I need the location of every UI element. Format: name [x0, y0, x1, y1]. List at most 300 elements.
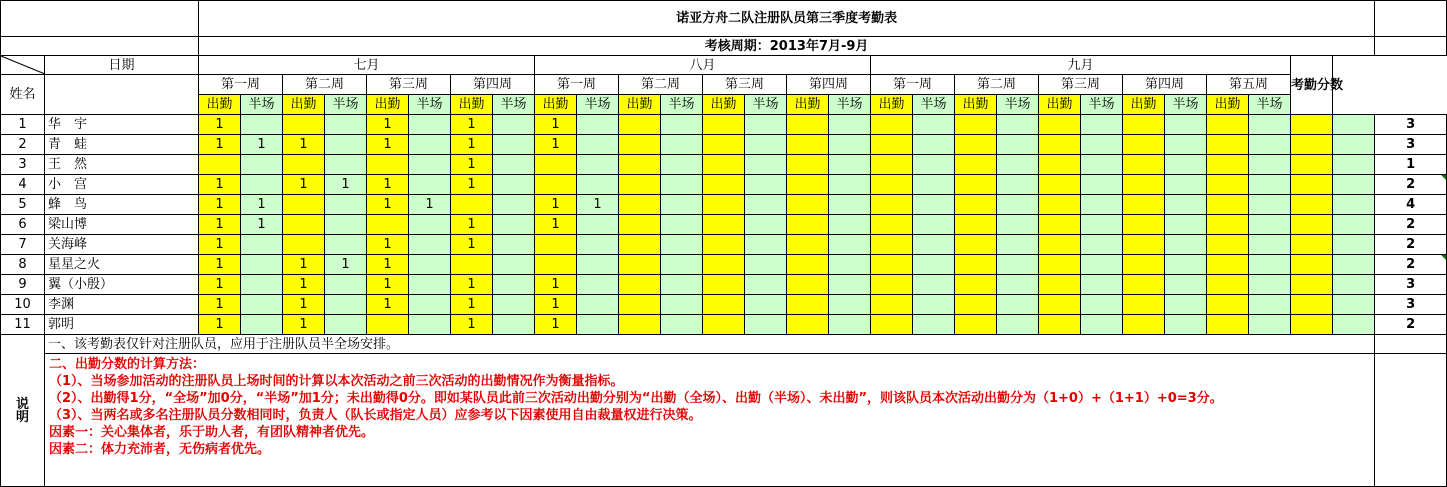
half-cell	[325, 195, 367, 215]
half-cell	[409, 155, 451, 175]
half-type-header: 半场	[1249, 95, 1291, 115]
notes-side-label	[1, 335, 45, 487]
half-cell	[577, 155, 619, 175]
half-cell	[913, 235, 955, 255]
attend-cell	[955, 195, 997, 215]
notes-side-text: 说明	[15, 396, 29, 425]
score-cell	[1375, 195, 1447, 215]
attend-cell	[703, 175, 745, 195]
attend-cell: 1	[451, 175, 493, 195]
half-cell	[1165, 315, 1207, 335]
row-number: 2	[1, 135, 45, 155]
half-cell	[745, 135, 787, 155]
attend-cell: 1	[535, 135, 577, 155]
score-value: 3	[1406, 297, 1416, 312]
attend-cell	[787, 295, 829, 315]
attend-cell	[1207, 155, 1249, 175]
note-line: 因素一：关心集体者，乐于助人者，有团队精神者优先。	[49, 425, 375, 440]
half-cell	[1081, 115, 1123, 135]
half-type-header: 半场	[745, 95, 787, 115]
attend-cell	[955, 135, 997, 155]
attend-cell	[787, 315, 829, 335]
half-cell	[1333, 195, 1375, 215]
half-cell	[1249, 315, 1291, 335]
attend-cell	[871, 135, 913, 155]
attend-cell	[283, 155, 325, 175]
half-cell	[1333, 215, 1375, 235]
week-header: 第一周	[535, 75, 619, 95]
half-cell	[493, 135, 535, 155]
month-header: 八月	[535, 56, 871, 75]
attend-cell	[787, 275, 829, 295]
attend-cell	[703, 215, 745, 235]
attend-cell: 1	[535, 195, 577, 215]
attend-cell	[787, 155, 829, 175]
attend-cell	[1039, 175, 1081, 195]
half-cell	[409, 215, 451, 235]
half-cell: 1	[241, 195, 283, 215]
half-cell	[829, 295, 871, 315]
attend-type-header: 出勤	[535, 95, 577, 115]
half-cell	[241, 175, 283, 195]
half-cell	[409, 175, 451, 195]
attend-cell	[1039, 255, 1081, 275]
half-cell	[1249, 135, 1291, 155]
half-cell	[1165, 195, 1207, 215]
attend-type-header: 出勤	[1207, 95, 1249, 115]
attend-cell	[955, 295, 997, 315]
half-cell	[997, 255, 1039, 275]
attend-cell	[1207, 135, 1249, 155]
attend-cell	[703, 135, 745, 155]
attend-cell	[1291, 275, 1333, 295]
half-cell	[325, 115, 367, 135]
attend-cell: 1	[199, 175, 241, 195]
blank-period-right	[1375, 37, 1447, 56]
attend-cell: 1	[451, 115, 493, 135]
half-cell	[913, 175, 955, 195]
attend-type-header: 出勤	[1039, 95, 1081, 115]
note-line: 因素二：体力充沛者，无伤病者优先。	[49, 442, 271, 457]
member-name: 王 然	[45, 155, 199, 175]
half-type-header: 半场	[577, 95, 619, 115]
half-cell	[829, 115, 871, 135]
half-cell	[913, 275, 955, 295]
notes-row	[1, 354, 1447, 487]
attend-cell	[1039, 115, 1081, 135]
member-name: 梁山博	[45, 215, 199, 235]
attend-type-header: 出勤	[451, 95, 493, 115]
half-cell	[1333, 255, 1375, 275]
half-cell	[325, 135, 367, 155]
half-cell	[1081, 315, 1123, 335]
half-cell	[493, 295, 535, 315]
half-cell	[997, 215, 1039, 235]
score-value: 3	[1406, 277, 1416, 292]
attend-cell	[199, 155, 241, 175]
score-cell	[1375, 115, 1447, 135]
score-cell	[1375, 235, 1447, 255]
half-cell	[745, 115, 787, 135]
attend-cell: 1	[199, 315, 241, 335]
attend-type-header: 出勤	[283, 95, 325, 115]
half-cell	[1333, 315, 1375, 335]
half-cell	[1165, 215, 1207, 235]
table-row	[1, 255, 1447, 275]
attend-cell	[283, 215, 325, 235]
half-type-header: 半场	[409, 95, 451, 115]
half-cell	[997, 175, 1039, 195]
attend-cell	[955, 155, 997, 175]
table-row	[1, 175, 1447, 195]
attend-cell: 1	[367, 115, 409, 135]
attend-cell	[619, 295, 661, 315]
attend-cell: 1	[535, 275, 577, 295]
half-cell	[1081, 235, 1123, 255]
half-cell	[577, 215, 619, 235]
half-cell	[1249, 115, 1291, 135]
attend-cell	[1291, 215, 1333, 235]
half-cell	[577, 275, 619, 295]
attend-cell	[787, 115, 829, 135]
half-type-header: 半场	[493, 95, 535, 115]
attend-cell	[1207, 215, 1249, 235]
score-value: 2	[1406, 177, 1416, 192]
half-cell	[997, 115, 1039, 135]
half-cell	[493, 275, 535, 295]
half-cell	[577, 235, 619, 255]
note-line: （1）、当场参加活动的注册队员上场时间的计算以本次活动之前三次活动的出勤情况作为衡量指标。	[49, 374, 624, 389]
attend-cell	[367, 315, 409, 335]
diagonal-header-cell	[1, 56, 45, 75]
half-cell	[241, 255, 283, 275]
attend-cell	[955, 115, 997, 135]
attend-cell	[619, 195, 661, 215]
half-cell	[745, 295, 787, 315]
attend-cell	[283, 195, 325, 215]
attend-type-header: 出勤	[367, 95, 409, 115]
attend-cell	[1123, 175, 1165, 195]
row-number: 5	[1, 195, 45, 215]
row-number: 4	[1, 175, 45, 195]
half-cell	[493, 115, 535, 135]
comment-marker-icon	[1441, 175, 1446, 180]
half-cell: 1	[325, 255, 367, 275]
half-cell	[745, 155, 787, 175]
half-cell	[1249, 235, 1291, 255]
half-cell	[661, 195, 703, 215]
table-row	[1, 295, 1447, 315]
half-cell	[1081, 135, 1123, 155]
attend-cell	[451, 255, 493, 275]
half-cell	[325, 155, 367, 175]
attend-cell	[871, 195, 913, 215]
half-cell	[661, 135, 703, 155]
half-cell	[661, 255, 703, 275]
week-header: 第二周	[283, 75, 367, 95]
attend-cell: 1	[199, 255, 241, 275]
attend-cell	[1291, 255, 1333, 275]
attend-type-header: 出勤	[787, 95, 829, 115]
half-type-header: 半场	[241, 95, 283, 115]
row-number: 7	[1, 235, 45, 255]
attend-cell	[1039, 155, 1081, 175]
attend-cell	[619, 315, 661, 335]
score-value: 2	[1406, 257, 1416, 272]
attend-cell	[787, 255, 829, 275]
table-row	[1, 215, 1447, 235]
attend-cell	[619, 115, 661, 135]
attend-cell	[619, 215, 661, 235]
half-cell	[577, 115, 619, 135]
attend-cell: 1	[283, 135, 325, 155]
row-number: 10	[1, 295, 45, 315]
half-cell	[409, 315, 451, 335]
attend-cell	[283, 115, 325, 135]
attend-type-header: 出勤	[703, 95, 745, 115]
half-cell: 1	[325, 175, 367, 195]
half-cell	[577, 295, 619, 315]
half-cell: 1	[241, 215, 283, 235]
notes-row	[1, 335, 1447, 354]
comment-marker-icon	[1441, 255, 1446, 260]
half-cell	[493, 235, 535, 255]
half-cell	[745, 235, 787, 255]
attend-cell	[955, 235, 997, 255]
row-number: 6	[1, 215, 45, 235]
half-cell	[661, 155, 703, 175]
half-cell	[493, 175, 535, 195]
attend-cell: 1	[367, 135, 409, 155]
attend-cell	[1123, 215, 1165, 235]
attend-cell	[703, 115, 745, 135]
note-line: 二、出勤分数的计算方法：	[49, 357, 206, 372]
half-cell	[829, 135, 871, 155]
attend-cell	[955, 255, 997, 275]
half-cell	[745, 255, 787, 275]
row-number: 8	[1, 255, 45, 275]
half-type-header: 半场	[325, 95, 367, 115]
half-cell	[241, 315, 283, 335]
week-header: 第三周	[1039, 75, 1123, 95]
attend-cell	[703, 275, 745, 295]
half-cell	[1249, 195, 1291, 215]
attend-cell	[955, 175, 997, 195]
attend-cell	[1123, 195, 1165, 215]
attend-cell	[1123, 235, 1165, 255]
half-cell	[1081, 155, 1123, 175]
attend-cell	[955, 215, 997, 235]
half-cell	[1165, 275, 1207, 295]
attend-cell	[1207, 115, 1249, 135]
half-cell	[745, 315, 787, 335]
half-cell	[1249, 255, 1291, 275]
attend-cell: 1	[283, 255, 325, 275]
half-cell	[661, 235, 703, 255]
score-cell	[1375, 255, 1447, 275]
table-row	[1, 235, 1447, 255]
attend-cell	[619, 255, 661, 275]
attend-cell: 1	[367, 175, 409, 195]
attend-cell: 1	[283, 175, 325, 195]
half-cell	[913, 255, 955, 275]
attend-type-header: 出勤	[619, 95, 661, 115]
half-cell	[913, 215, 955, 235]
half-cell	[661, 275, 703, 295]
attend-cell	[1039, 295, 1081, 315]
half-type-header: 半场	[997, 95, 1039, 115]
month-header: 九月	[871, 56, 1291, 75]
diagonal-line	[1, 56, 45, 74]
attend-cell: 1	[451, 235, 493, 255]
attend-cell: 1	[451, 315, 493, 335]
row-number: 3	[1, 155, 45, 175]
attend-cell: 1	[367, 295, 409, 315]
score-cell	[1375, 155, 1447, 175]
half-cell	[241, 275, 283, 295]
calculation-notes	[45, 354, 1375, 487]
half-cell	[1165, 295, 1207, 315]
attend-type-header: 出勤	[1123, 95, 1165, 115]
attend-cell	[955, 315, 997, 335]
member-name: 蜂 鸟	[45, 195, 199, 215]
score-value: 4	[1406, 197, 1416, 212]
member-name: 星星之火	[45, 255, 199, 275]
half-cell	[913, 315, 955, 335]
attend-cell	[871, 275, 913, 295]
attend-cell	[535, 235, 577, 255]
table-row	[1, 315, 1447, 335]
half-cell	[1333, 155, 1375, 175]
attend-cell	[871, 175, 913, 195]
attend-cell	[1123, 315, 1165, 335]
attend-cell	[619, 275, 661, 295]
attend-cell	[1123, 255, 1165, 275]
score-value: 1	[1406, 157, 1416, 172]
member-name: 关海峰	[45, 235, 199, 255]
half-cell	[241, 235, 283, 255]
half-cell	[997, 315, 1039, 335]
half-cell	[1249, 215, 1291, 235]
attend-cell	[787, 135, 829, 155]
attend-cell	[703, 255, 745, 275]
blank-corner	[1, 1, 199, 37]
week-header: 第四周	[1123, 75, 1207, 95]
attend-cell	[1291, 135, 1333, 155]
half-cell	[493, 315, 535, 335]
half-cell	[745, 215, 787, 235]
half-cell	[829, 175, 871, 195]
week-header: 第五周	[1207, 75, 1291, 95]
half-cell	[1333, 235, 1375, 255]
attend-cell: 1	[535, 295, 577, 315]
attend-cell	[535, 175, 577, 195]
half-cell	[577, 135, 619, 155]
attend-cell: 1	[199, 135, 241, 155]
score-value: 3	[1406, 117, 1416, 132]
half-cell	[1081, 295, 1123, 315]
half-cell: 1	[241, 135, 283, 155]
attend-cell: 1	[199, 235, 241, 255]
half-cell	[1165, 255, 1207, 275]
attend-cell	[1039, 315, 1081, 335]
attend-cell	[1123, 275, 1165, 295]
attend-cell: 1	[535, 115, 577, 135]
half-cell	[913, 155, 955, 175]
attend-cell	[871, 315, 913, 335]
attend-cell	[703, 295, 745, 315]
row-number: 9	[1, 275, 45, 295]
attend-type-header: 出勤	[871, 95, 913, 115]
half-cell	[1249, 295, 1291, 315]
attend-cell: 1	[451, 135, 493, 155]
half-cell	[1333, 115, 1375, 135]
attend-cell	[1207, 175, 1249, 195]
score-cell	[1375, 135, 1447, 155]
attend-cell	[787, 215, 829, 235]
score-cell	[1375, 275, 1447, 295]
note-line: （2）、出勤得1分，“全场”加0分，“半场”加1分；未出勤得0分。即如某队员此前三次活动出勤分别为“出勤（全场）、出勤（半场）、未出勤”，则该队员本次活动出勤分为（1+0）+（1+1）+0=3分。	[49, 391, 1223, 406]
half-cell	[913, 115, 955, 135]
week-header: 第二周	[619, 75, 703, 95]
attend-cell	[1123, 295, 1165, 315]
half-cell	[493, 255, 535, 275]
half-cell	[1333, 295, 1375, 315]
half-cell	[913, 195, 955, 215]
half-cell	[325, 275, 367, 295]
half-cell	[409, 275, 451, 295]
assessment-period: 考核周期：2013年7月-9月	[199, 37, 1375, 56]
attend-cell: 1	[367, 195, 409, 215]
attend-cell	[787, 195, 829, 215]
half-cell	[997, 195, 1039, 215]
half-cell	[409, 255, 451, 275]
half-cell	[829, 255, 871, 275]
attend-cell	[535, 155, 577, 175]
score-value: 3	[1406, 137, 1416, 152]
score-cell	[1375, 295, 1447, 315]
half-cell	[829, 215, 871, 235]
attend-cell: 1	[283, 275, 325, 295]
half-cell	[745, 275, 787, 295]
attend-cell	[619, 135, 661, 155]
half-cell	[1333, 275, 1375, 295]
half-cell	[409, 235, 451, 255]
member-name: 小 宫	[45, 175, 199, 195]
half-cell: 1	[577, 195, 619, 215]
attend-cell: 1	[367, 255, 409, 275]
attend-cell	[283, 235, 325, 255]
attend-cell	[703, 195, 745, 215]
score-value: 2	[1406, 317, 1416, 332]
blank-title-right	[1375, 1, 1447, 37]
half-cell	[241, 115, 283, 135]
half-cell	[577, 315, 619, 335]
week-header: 第三周	[367, 75, 451, 95]
half-cell	[829, 155, 871, 175]
half-cell	[997, 235, 1039, 255]
attend-cell: 1	[367, 275, 409, 295]
attend-cell	[787, 235, 829, 255]
half-cell	[661, 115, 703, 135]
name-header: 姓名	[1, 75, 45, 115]
attend-cell: 1	[451, 295, 493, 315]
attend-cell	[1207, 195, 1249, 215]
half-cell	[493, 215, 535, 235]
attend-type-header: 出勤	[955, 95, 997, 115]
attend-cell	[1207, 255, 1249, 275]
half-cell	[1165, 135, 1207, 155]
